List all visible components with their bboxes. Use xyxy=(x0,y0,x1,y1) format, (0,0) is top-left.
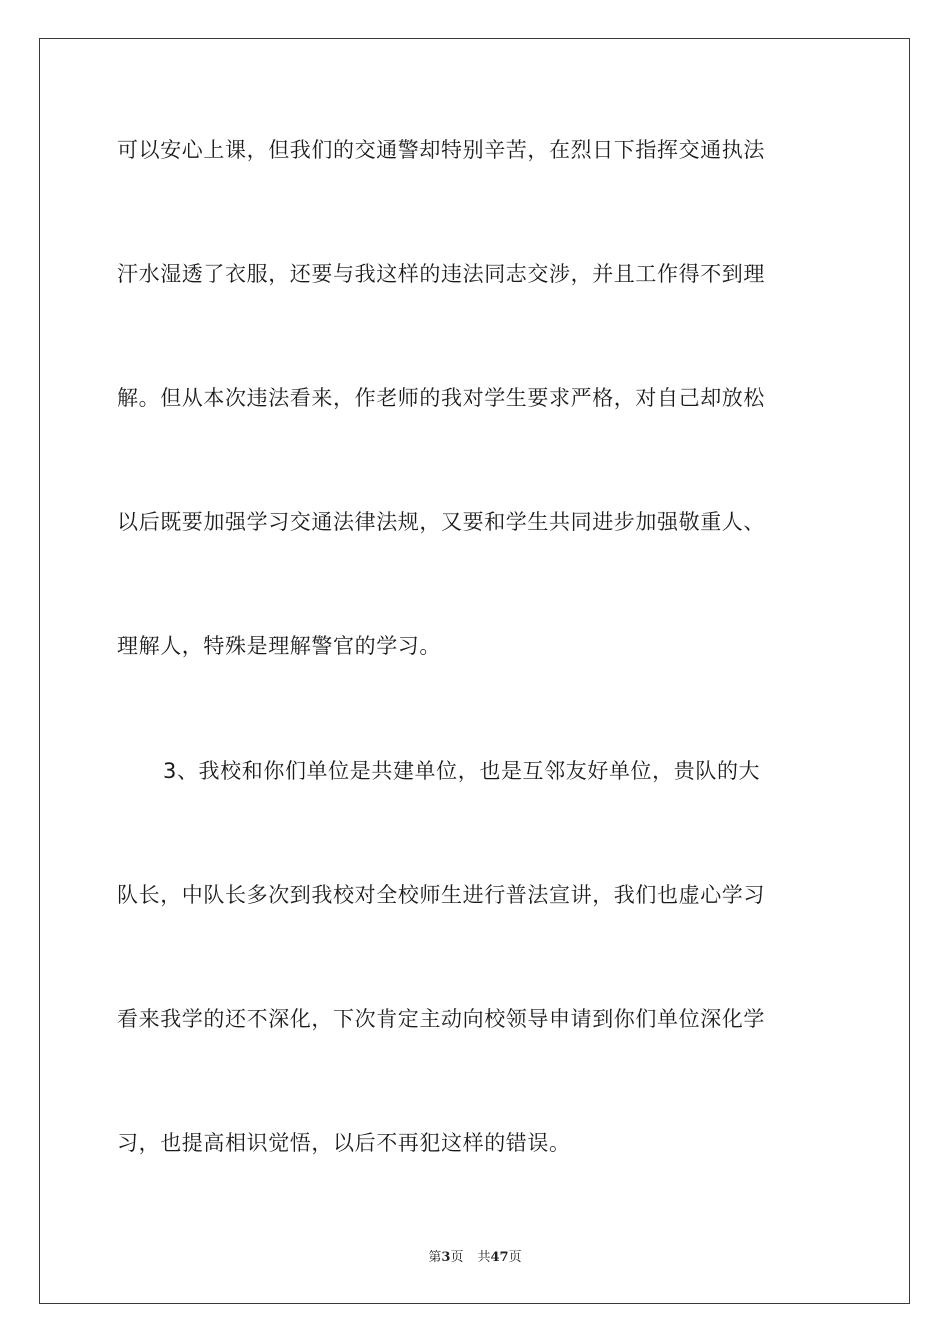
body-text-line: 汗水湿透了衣服，还要与我这样的违法同志交涉，并且工作得不到理 xyxy=(117,262,765,286)
paragraph-start-line: 3、我校和你们单位是共建单位，也是互邻友好单位，贵队的大 xyxy=(163,759,761,783)
total-suffix: 页 xyxy=(508,1250,522,1265)
total-prefix: 共 xyxy=(477,1250,491,1265)
body-text-line: 可以安心上课，但我们的交通警却特别辛苦，在烈日下指挥交通执法 xyxy=(117,138,765,162)
body-text-line: 以后既要加强学习交通法律法规，又要和学生共同进步加强敬重人、 xyxy=(117,510,765,534)
body-text-line: 看来我学的还不深化，下次肯定主动向校领导申请到你们单位深化学 xyxy=(117,1007,765,1031)
page-number: 3 xyxy=(441,1250,451,1265)
body-text-line: 解。但从本次违法看来，作老师的我对学生要求严格，对自己却放松 xyxy=(117,386,765,410)
body-text-line: 理解人，特殊是理解警官的学习。 xyxy=(117,634,441,658)
page-footer xyxy=(0,1246,950,1265)
page-prefix: 第 xyxy=(428,1250,442,1265)
total-pages: 47 xyxy=(490,1250,509,1265)
page-suffix: 页 xyxy=(450,1250,464,1265)
body-text-line: 习，也提高相识觉悟，以后不再犯这样的错误。 xyxy=(117,1131,571,1155)
page-border xyxy=(39,38,910,1304)
body-text-line: 队长，中队长多次到我校对全校师生进行普法宣讲，我们也虚心学习 xyxy=(117,883,765,907)
